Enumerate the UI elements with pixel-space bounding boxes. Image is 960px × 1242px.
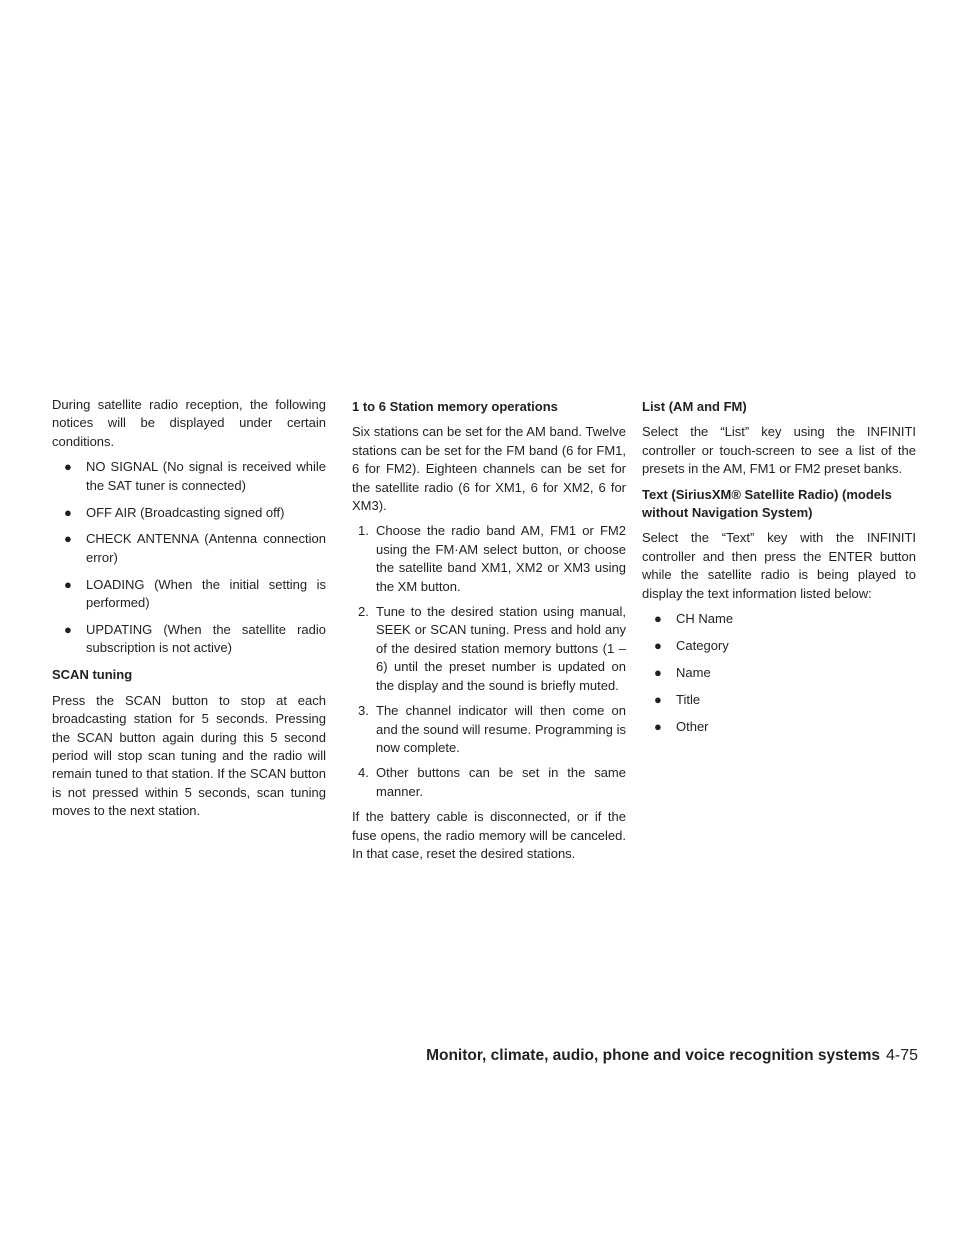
- list-text: Select the “List” key using the INFINITI controller or touch-screen to see a list of the presets in the AM, FM1 or FM2 preset banks.: [642, 424, 916, 477]
- list-item: ● UPDATING (When the satellite radio subscription is not active): [64, 622, 326, 656]
- list-item: ● LOADING (When the initial setting is performed): [64, 576, 326, 611]
- step-number: 1.: [358, 523, 369, 539]
- column-right: [642, 396, 916, 745]
- list-heading: List (AM and FM): [642, 399, 747, 414]
- page-footer: [426, 1047, 918, 1065]
- list-item: ● Category: [642, 637, 916, 655]
- bullet-icon: ●: [654, 637, 662, 653]
- step-number: 2.: [358, 604, 369, 620]
- list-item: ● Name: [642, 664, 916, 682]
- text-heading: Text (SiriusXM® Satellite Radio) (models without Navigation System): [642, 486, 892, 521]
- step-number: 4.: [358, 765, 369, 781]
- bullet-icon: ●: [64, 576, 72, 592]
- list-item: ● CH Name: [642, 610, 916, 628]
- bullet-icon: ●: [654, 691, 662, 707]
- station-memory-heading: 1 to 6 Station memory operations: [352, 399, 558, 414]
- list-item: ● NO SIGNAL (No signal is received while the SAT tuner is connected): [64, 459, 326, 493]
- satellite-notices-intro: During satellite radio reception, the following notices will be displayed under certain conditions.: [52, 397, 326, 449]
- bullet-icon: ●: [654, 664, 662, 680]
- scan-tuning-heading: SCAN tuning: [52, 667, 133, 683]
- list-item: ● OFF AIR (Broadcasting signed off): [52, 504, 326, 522]
- station-memory-steps: [352, 522, 626, 801]
- scan-tuning-text: Press the SCAN button to stop at each broadcasting station for 5 seconds. Pressing the SCAN button again during this 5 second period will stop scan tuning and the radio will remain tuned to that station. If the SCAN button is not pressed within 5 seconds, scan tuning moves to the next station.: [52, 692, 326, 819]
- list-item: 1. Choose the radio band AM, FM1 or FM2 using the FM·AM select button, or choose the satellite band XM1, XM2 or XM3 using the XM button.: [358, 523, 626, 594]
- satellite-notices-list: [52, 458, 326, 658]
- column-left: [52, 396, 326, 828]
- bullet-icon: ●: [64, 622, 72, 638]
- list-item: ● Title: [642, 691, 916, 709]
- bullet-icon: ●: [64, 459, 72, 475]
- list-item: ● Other: [642, 718, 916, 736]
- station-memory-outro: If the battery cable is disconnected, or if the fuse opens, the radio memory will be canceled. In that case, reset the desired stations.: [352, 809, 626, 861]
- page-number: 4-75: [885, 1047, 918, 1064]
- section-title: Monitor, climate, audio, phone and voice recognition systems: [426, 1047, 880, 1064]
- column-middle: [352, 396, 626, 870]
- bullet-icon: ●: [64, 531, 72, 547]
- list-item: 3. The channel indicator will then come on and the sound will resume. Programming is now complete.: [358, 703, 626, 755]
- bullet-icon: ●: [654, 718, 662, 734]
- station-memory-intro: Six stations can be set for the AM band. Twelve stations can be set for the FM band (6 for FM1, 6 for FM2). Eighteen channels can be set for the satellite radio (6 for XM1, 6 for XM2, 6 for XM3).: [352, 424, 626, 514]
- step-number: 3.: [358, 703, 369, 719]
- text-text: Select the “Text” key with the INFINITI controller and then press the ENTER button while the satellite radio is being played to display the text information listed below:: [642, 530, 916, 601]
- text-info-list: [642, 610, 916, 736]
- list-item: 2. Tune to the desired station using manual, SEEK or SCAN tuning. Press and hold any of the desired station memory buttons (1 – 6) until the preset number is updated on the display and the sound is briefly muted.: [358, 604, 626, 693]
- list-item: ● CHECK ANTENNA (Antenna connection error): [64, 531, 326, 565]
- bullet-icon: ●: [64, 504, 72, 520]
- list-item: 4. Other buttons can be set in the same manner.: [358, 765, 626, 799]
- bullet-icon: ●: [654, 611, 662, 627]
